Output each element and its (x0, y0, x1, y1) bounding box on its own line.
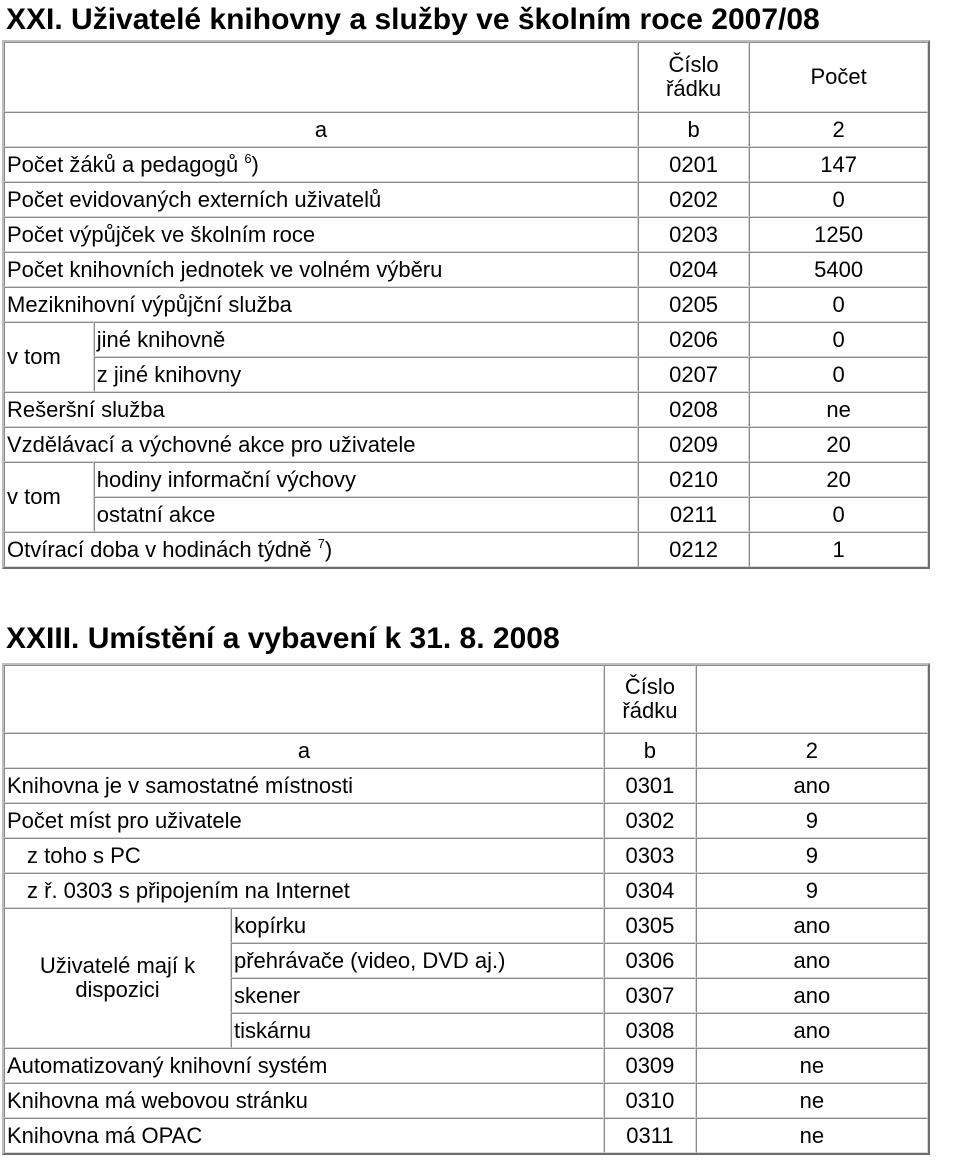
row-label: Knihovna má OPAC (4, 1118, 604, 1153)
table-row (4, 908, 928, 943)
table-row (4, 532, 928, 567)
row-label: Vzdělávací a výchovné akce pro uživatele (4, 427, 638, 462)
row-label: Otvírací doba v hodinách týdně $^7$) (4, 532, 638, 567)
row-code: 0209 (638, 427, 749, 462)
table-row (4, 768, 928, 803)
location-equipment-table (2, 663, 930, 1155)
row-code: 0201 (638, 147, 749, 182)
row-code: 0301 (604, 768, 696, 803)
header-empty-value-cell (696, 665, 928, 733)
table-row (4, 1048, 928, 1083)
row-code: 0304 (604, 873, 696, 908)
row-value: 0 (749, 357, 928, 392)
row-code: 0211 (638, 497, 749, 532)
row-label: Počet evidovaných externích uživatelů (4, 182, 638, 217)
row-code: 0212 (638, 532, 749, 567)
row-value: 9 (696, 803, 928, 838)
index-c: 2 (696, 733, 928, 768)
section-title-xxi: XXI. Uživatelé knihovny a služby ve školním roce 2007/08 (6, 3, 820, 36)
row-value: 0 (749, 287, 928, 322)
row-label: jiné knihovně (94, 322, 638, 357)
row-label: Knihovna je v samostatné místnosti (4, 768, 604, 803)
row-code: 0210 (638, 462, 749, 497)
index-b: b (638, 112, 749, 147)
row-value: 1250 (749, 217, 928, 252)
table-row (4, 1083, 928, 1118)
row-value: ne (696, 1048, 928, 1083)
row-label: Počet výpůjček ve školním roce (4, 217, 638, 252)
library-users-table (2, 40, 930, 569)
header-empty-cell (4, 42, 638, 112)
index-a: a (4, 112, 638, 147)
row-label: skener (231, 978, 604, 1013)
row-label: z ř. 0303 s připojením na Internet (4, 873, 604, 908)
table-row (4, 497, 928, 532)
table-header-row (4, 665, 928, 733)
row-label: Počet míst pro uživatele (4, 803, 604, 838)
row-label: Knihovna má webovou stránku (4, 1083, 604, 1118)
row-code: 0305 (604, 908, 696, 943)
row-value: 0 (749, 322, 928, 357)
row-value: 1 (749, 532, 928, 567)
footnote-ref: 6 (244, 150, 252, 166)
table-row (4, 1118, 928, 1153)
row-code: 0202 (638, 182, 749, 217)
footnote-ref: 7 (317, 535, 325, 551)
row-label: z toho s PC (4, 838, 604, 873)
header-count: Počet (749, 42, 928, 112)
row-label: ostatní akce (94, 497, 638, 532)
row-code: 0306 (604, 943, 696, 978)
table-row (4, 147, 928, 182)
row-value: 0 (749, 182, 928, 217)
row-value: 9 (696, 838, 928, 873)
row-code: 0310 (604, 1083, 696, 1118)
row-value: ano (696, 768, 928, 803)
table-row (4, 462, 928, 497)
index-row (4, 733, 928, 768)
row-label: Rešeršní služba (4, 392, 638, 427)
row-label: z jiné knihovny (94, 357, 638, 392)
table-row (4, 217, 928, 252)
row-label: přehrávače (video, DVD aj.) (231, 943, 604, 978)
row-code: 0204 (638, 252, 749, 287)
row-value: ne (696, 1083, 928, 1118)
row-label: Počet žáků a pedagogů $^6$) (4, 147, 638, 182)
row-label: tiskárnu (231, 1013, 604, 1048)
row-value: 147 (749, 147, 928, 182)
header-row-number: Číslo řádku (638, 42, 749, 112)
row-label: Automatizovaný knihovní systém (4, 1048, 604, 1083)
row-code: 0206 (638, 322, 749, 357)
row-value: ano (696, 1013, 928, 1048)
index-row (4, 112, 928, 147)
row-label: kopírku (231, 908, 604, 943)
header-empty-cell (4, 665, 604, 733)
group-label-v-tom: v tom (4, 322, 94, 392)
table-row (4, 427, 928, 462)
row-value: ano (696, 908, 928, 943)
row-value: 0 (749, 497, 928, 532)
row-label: Meziknihovní výpůjční služba (4, 287, 638, 322)
table-row (4, 252, 928, 287)
row-code: 0203 (638, 217, 749, 252)
row-value: 5400 (749, 252, 928, 287)
row-value: ano (696, 978, 928, 1013)
table-row (4, 287, 928, 322)
table-row (4, 322, 928, 357)
index-c: 2 (749, 112, 928, 147)
row-value: 20 (749, 427, 928, 462)
group-label-users-have: Uživatelé mají k dispozici (4, 908, 231, 1048)
index-b: b (604, 733, 696, 768)
row-code: 0309 (604, 1048, 696, 1083)
row-code: 0311 (604, 1118, 696, 1153)
row-code: 0307 (604, 978, 696, 1013)
table-header-row (4, 42, 928, 112)
row-value: ne (749, 392, 928, 427)
row-value: ne (696, 1118, 928, 1153)
row-code: 0302 (604, 803, 696, 838)
row-code: 0205 (638, 287, 749, 322)
index-a: a (4, 733, 604, 768)
header-row-number: Číslo řádku (604, 665, 696, 733)
row-value: 20 (749, 462, 928, 497)
section-title-xxiii: XXIII. Umístění a vybavení k 31. 8. 2008 (6, 622, 560, 655)
group-label-v-tom: v tom (4, 462, 94, 532)
row-label: hodiny informační výchovy (94, 462, 638, 497)
table-row (4, 182, 928, 217)
row-value: 9 (696, 873, 928, 908)
table-row (4, 803, 928, 838)
row-value: ano (696, 943, 928, 978)
row-code: 0207 (638, 357, 749, 392)
row-code: 0208 (638, 392, 749, 427)
table-row (4, 357, 928, 392)
row-label: Počet knihovních jednotek ve volném výběru (4, 252, 638, 287)
row-code: 0308 (604, 1013, 696, 1048)
table-row (4, 392, 928, 427)
table-row (4, 838, 928, 873)
table-row (4, 873, 928, 908)
row-code: 0303 (604, 838, 696, 873)
